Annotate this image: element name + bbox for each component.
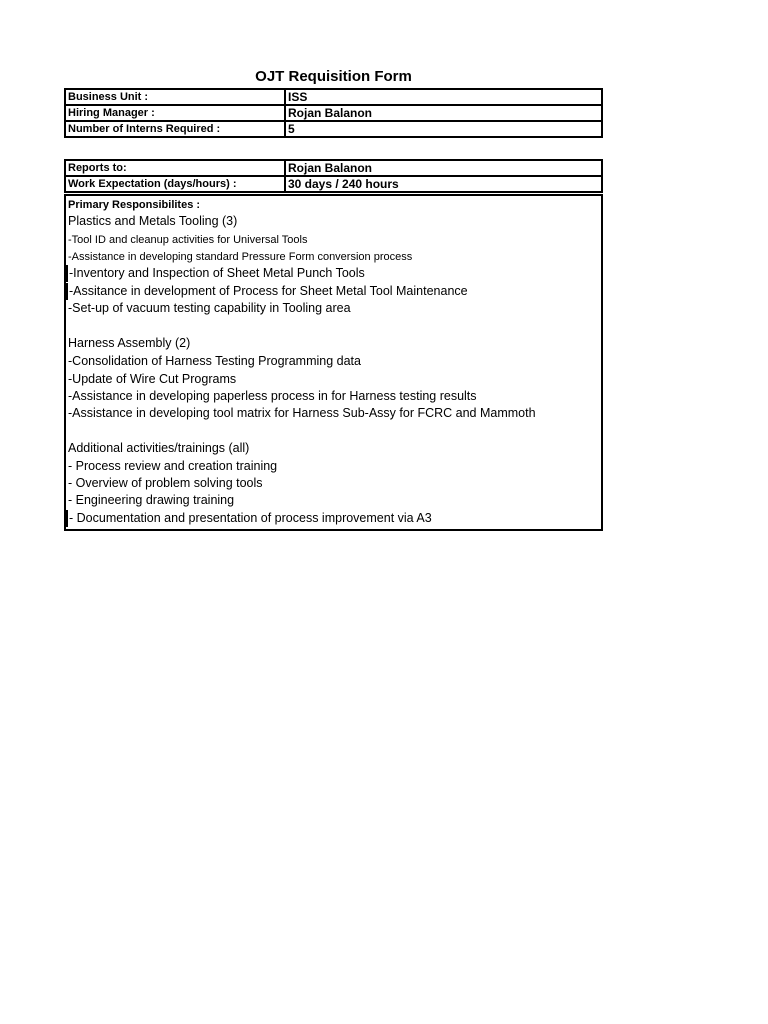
list-item: - Documentation and presentation of process improvement via A3 [66,510,432,527]
list-item: - Process review and creation training [68,459,278,473]
hiring-manager-label: Hiring Manager : [65,105,285,121]
table-row [65,121,602,137]
list-item: - Overview of problem solving tools [68,476,263,490]
table-row [65,160,602,176]
table-row [65,89,602,105]
list-item: -Assitance in development of Process for Sheet Metal Tool Maintenance [66,283,468,300]
table-row [65,105,602,121]
interns-required-value: 5 [285,121,602,137]
plastics-section-title: Plastics and Metals Tooling (3) [68,214,238,228]
list-item: -Consolidation of Harness Testing Programming data [68,354,361,368]
reports-to-value: Rojan Balanon [285,160,602,176]
list-item: -Assistance in developing standard Pressure Form conversion process [68,251,413,263]
business-unit-label: Business Unit : [65,89,285,105]
reports-to-label: Reports to: [65,160,285,176]
table-row [65,176,602,192]
list-item: -Update of Wire Cut Programs [68,372,237,386]
list-item: -Inventory and Inspection of Sheet Metal Punch Tools [66,265,365,282]
list-item: -Tool ID and cleanup activities for Universal Tools [68,234,308,246]
work-expectation-label: Work Expectation (days/hours) : [65,176,285,192]
responsibilities-heading: Primary Responsibilites : [68,199,201,211]
work-expectation-value: 30 days / 240 hours [285,176,602,192]
list-item: -Assistance in developing tool matrix for Harness Sub-Assy for FCRC and Mammoth [68,406,536,420]
header-table [64,88,603,138]
business-unit-value: ISS [285,89,602,105]
form-title: OJT Requisition Form [255,68,412,85]
details-table [64,159,603,193]
list-item: - Engineering drawing training [68,493,235,507]
responsibilities-box [64,194,603,531]
harness-section-title: Harness Assembly (2) [68,336,191,350]
interns-required-label: Number of Interns Required : [65,121,285,137]
hiring-manager-value: Rojan Balanon [285,105,602,121]
additional-section-title: Additional activities/trainings (all) [68,441,250,455]
list-item: -Assistance in developing paperless process in for Harness testing results [68,389,477,403]
list-item: -Set-up of vacuum testing capability in Tooling area [68,301,351,315]
